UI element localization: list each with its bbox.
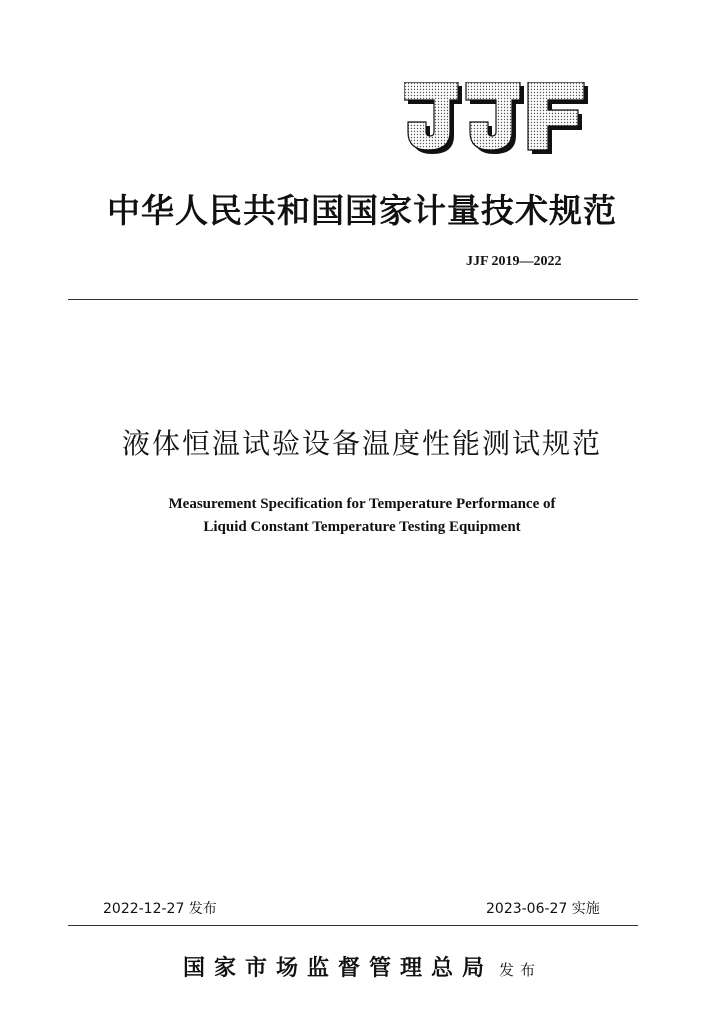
jjf-logo — [404, 82, 590, 156]
issuing-organization: 国家市场监督管理总局 — [182, 955, 493, 981]
issue-date: 2022-12-27 发布 — [103, 901, 217, 917]
specification-category: 中华人民共和国国家计量技术规范 — [107, 191, 617, 230]
issue-action: 发布 — [499, 961, 542, 979]
specification-code: JJF 2019—2022 — [466, 254, 562, 269]
top-divider — [68, 299, 638, 300]
effective-date: 2023-06-27 实施 — [486, 901, 600, 917]
document-title-en-line1: Measurement Specification for Temperature Performance of — [168, 496, 556, 512]
issuer-line — [0, 951, 724, 982]
document-title-en-line2: Liquid Constant Temperature Testing Equipment — [203, 519, 521, 535]
logo-face — [404, 82, 584, 150]
bottom-divider — [68, 925, 638, 926]
document-title-cn: 液体恒温试验设备温度性能测试规范 — [121, 427, 602, 460]
